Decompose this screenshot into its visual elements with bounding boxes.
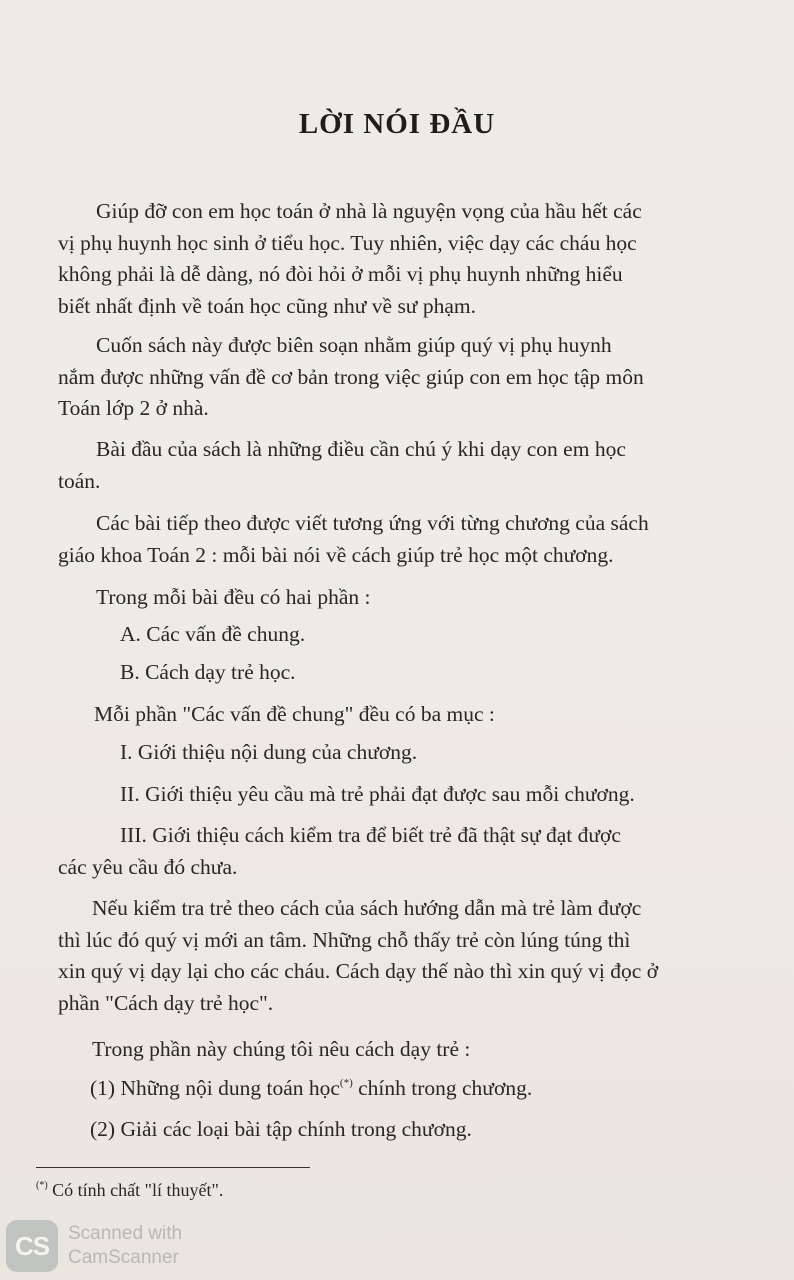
watermark-text: [68, 1222, 182, 1270]
text-line: phần "Cách dạy trẻ học".: [58, 990, 274, 1015]
text-line: A. Các vấn đề chung.: [120, 622, 306, 646]
text-line: Nếu kiểm tra trẻ theo cách của sách hướng dẫn mà trẻ làm được: [92, 896, 642, 920]
list-item-2: [90, 1114, 780, 1146]
list-item-b: [120, 657, 794, 689]
text-line: các yêu cầu đó chưa.: [58, 854, 238, 879]
text-line: xin quý vị dạy lại cho các cháu. Cách dạy thế nào thì xin quý vị đọc ở: [58, 959, 659, 983]
text-line: I. Giới thiệu nội dung của chương.: [120, 740, 418, 764]
text-line: Mỗi phần "Các vấn đề chung" đều có ba mục :: [94, 702, 495, 726]
text-line: biết nhất định về toán học cũng như về sư phạm.: [58, 293, 476, 318]
paragraph-1: [58, 196, 748, 322]
text-line: B. Cách dạy trẻ học.: [120, 660, 296, 684]
text-line: Trong phần này chúng tôi nêu cách dạy trẻ :: [92, 1037, 471, 1061]
footnote-text: Có tính chất "lí thuyết".: [47, 1180, 224, 1200]
paragraph-4: [58, 508, 748, 571]
footnote-marker: (*): [339, 1077, 353, 1089]
footnote-divider: [36, 1167, 310, 1168]
footnote: [36, 1180, 223, 1201]
text-line: toán.: [58, 468, 101, 493]
text-line: Giúp đỡ con em học toán ở nhà là nguyện vọng của hầu hết các: [96, 199, 642, 223]
item-text: chính trong chương.: [352, 1076, 533, 1100]
text-line: Cuốn sách này được biên soạn nhằm giúp quý vị phụ huynh: [96, 333, 612, 357]
page-title: LỜI NÓI ĐẦU: [298, 108, 496, 140]
text-line: thì lúc đó quý vị mới an tâm. Những chỗ thấy trẻ còn lúng túng thì: [58, 927, 631, 952]
watermark-line-2: CamScanner: [68, 1247, 179, 1268]
text-line: II. Giới thiệu yêu cầu mà trẻ phải đạt được sau mỗi chương.: [120, 782, 635, 806]
text-line: Bài đầu của sách là những điều cần chú ý khi dạy con em học: [96, 437, 626, 461]
watermark-line-1: Scanned with: [68, 1223, 183, 1244]
paragraph-8: [92, 1034, 782, 1066]
camscanner-watermark: [6, 1218, 182, 1274]
text-line: Trong mỗi bài đều có hai phần :: [96, 585, 371, 609]
list-item-a: [120, 619, 794, 651]
text-line: không phải là dễ dàng, nó đòi hỏi ở mỗi vị phụ huynh những hiểu: [58, 262, 623, 286]
paragraph-5: [96, 582, 786, 614]
text-line: nắm được những vấn đề cơ bản trong việc giúp con em học tập môn: [58, 364, 644, 389]
text-line: III. Giới thiệu cách kiểm tra để biết trẻ đã thật sự đạt được: [120, 823, 621, 847]
paragraph-6: [94, 699, 784, 731]
list-item-i: [120, 737, 794, 769]
text-line: [90, 1073, 780, 1105]
text-line: Toán lớp 2 ở nhà.: [58, 396, 209, 420]
paragraph-2: [58, 330, 748, 425]
list-item-iii: [58, 820, 748, 883]
list-item-1: [90, 1073, 780, 1105]
text-line: vị phụ huynh học sinh ở tiểu học. Tuy nhiên, việc dạy các cháu học: [58, 230, 637, 255]
text-line: Các bài tiếp theo được viết tương ứng với từng chương của sách: [96, 511, 649, 535]
paragraph-3: [58, 434, 748, 497]
footnote-mark: (*): [36, 1180, 48, 1191]
list-item-ii: [120, 779, 794, 811]
text-line: (2) Giải các loại bài tập chính trong chương.: [90, 1117, 472, 1141]
text-line: giáo khoa Toán 2 : mỗi bài nói về cách giúp trẻ học một chương.: [58, 542, 614, 567]
paragraph-7: [58, 893, 748, 1019]
camscanner-logo-icon: CS: [6, 1220, 58, 1272]
item-text: (1) Những nội dung toán học: [90, 1076, 340, 1100]
